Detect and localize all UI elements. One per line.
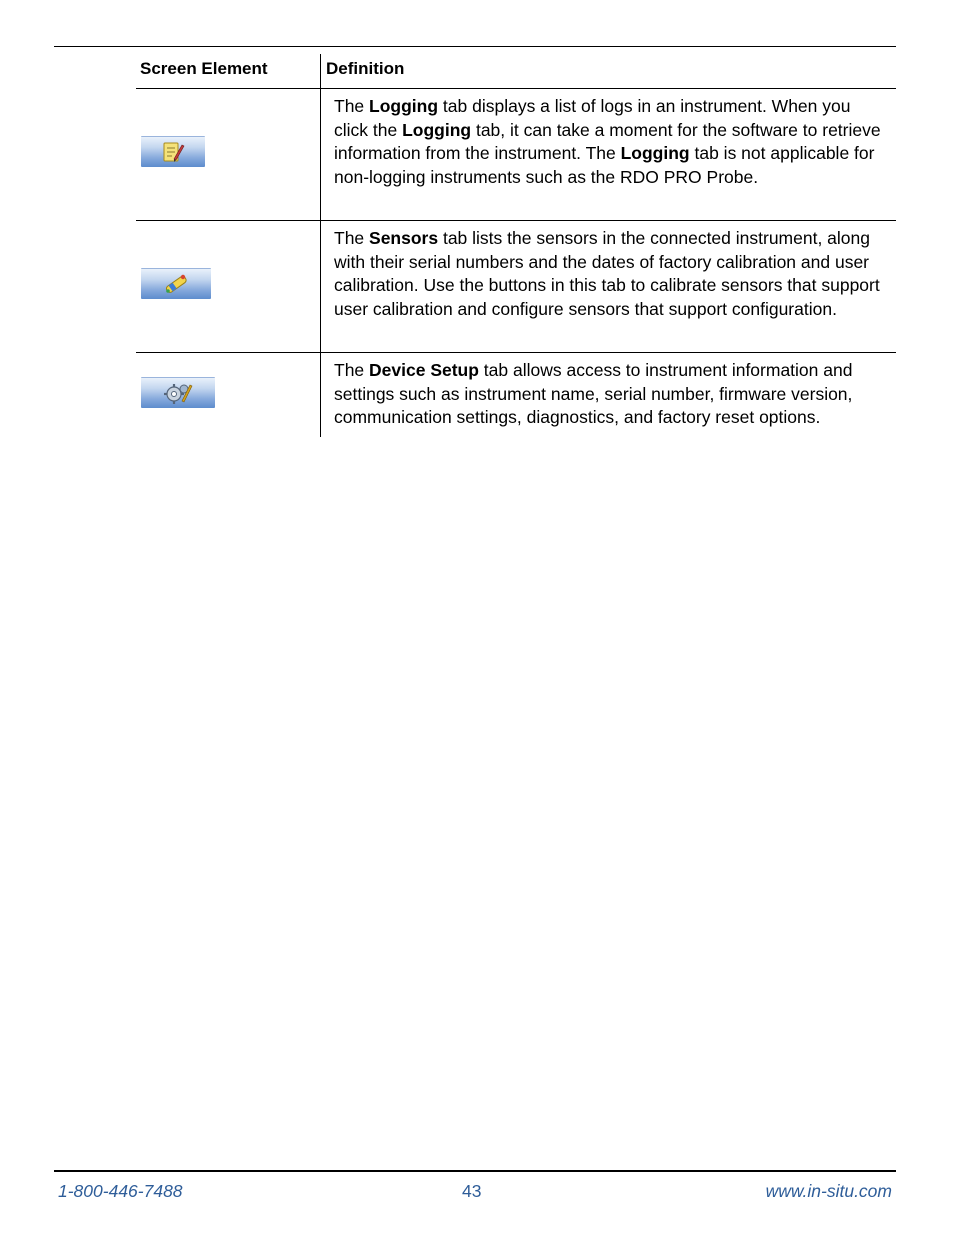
gear-wrench-icon <box>162 381 194 405</box>
bold-term: Device Setup <box>369 360 479 380</box>
bold-term: Logging <box>620 143 690 163</box>
bold-term: Logging <box>402 119 472 140</box>
definition-cell <box>321 221 896 352</box>
footer-website-link[interactable]: www.in-situ.com <box>765 1181 892 1201</box>
screen-element-cell <box>136 221 321 352</box>
definition-cell <box>321 89 896 220</box>
footer-phone: 1-800-446-7488 <box>58 1181 183 1201</box>
top-rule <box>54 46 896 47</box>
logging-tab-icon <box>141 136 205 167</box>
table-header <box>136 54 896 89</box>
header-definition: Definition <box>326 59 405 78</box>
sensors-icon <box>162 272 190 296</box>
definition-cell <box>321 353 896 437</box>
bold-term: Logging <box>369 96 439 116</box>
table-row <box>136 353 896 437</box>
screen-element-cell <box>136 353 321 437</box>
definition-text: tab, it can take a moment for the software to retrieve information from the instrument. The <box>334 119 881 163</box>
bold-term: Sensors <box>369 228 439 248</box>
header-screen-element: Screen Element <box>136 54 321 88</box>
table-row <box>136 221 896 353</box>
footer-rule <box>54 1170 896 1172</box>
table-row <box>136 89 896 221</box>
device-setup-tab-icon <box>141 377 215 408</box>
sensors-tab-icon <box>141 268 211 299</box>
definition-text: The <box>334 96 370 116</box>
definition-text: tab displays a list of logs in an instrument. When you click the <box>334 96 851 140</box>
logging-icon <box>160 140 186 164</box>
page-number: 43 <box>462 1181 482 1201</box>
screen-element-cell <box>136 89 321 220</box>
definitions-table <box>136 54 896 437</box>
definition-text: The <box>334 360 370 380</box>
definition-text: tab lists the sensors in the connected instrument, along with their serial numbers and the dates of factory calibration and user calibration. Use the buttons in this tab to calibrate sensors that support user calibration and configure sensors that support configuration. <box>334 228 880 319</box>
definition-text: tab allows access to instrument information and settings such as instrument name, serial number, firmware version, communication settings, diagnostics, and factory reset options. <box>334 360 853 427</box>
definition-text: tab is not applicable for non-logging instruments such as the RDO PRO Probe. <box>334 143 875 187</box>
definition-text: The <box>334 228 370 248</box>
